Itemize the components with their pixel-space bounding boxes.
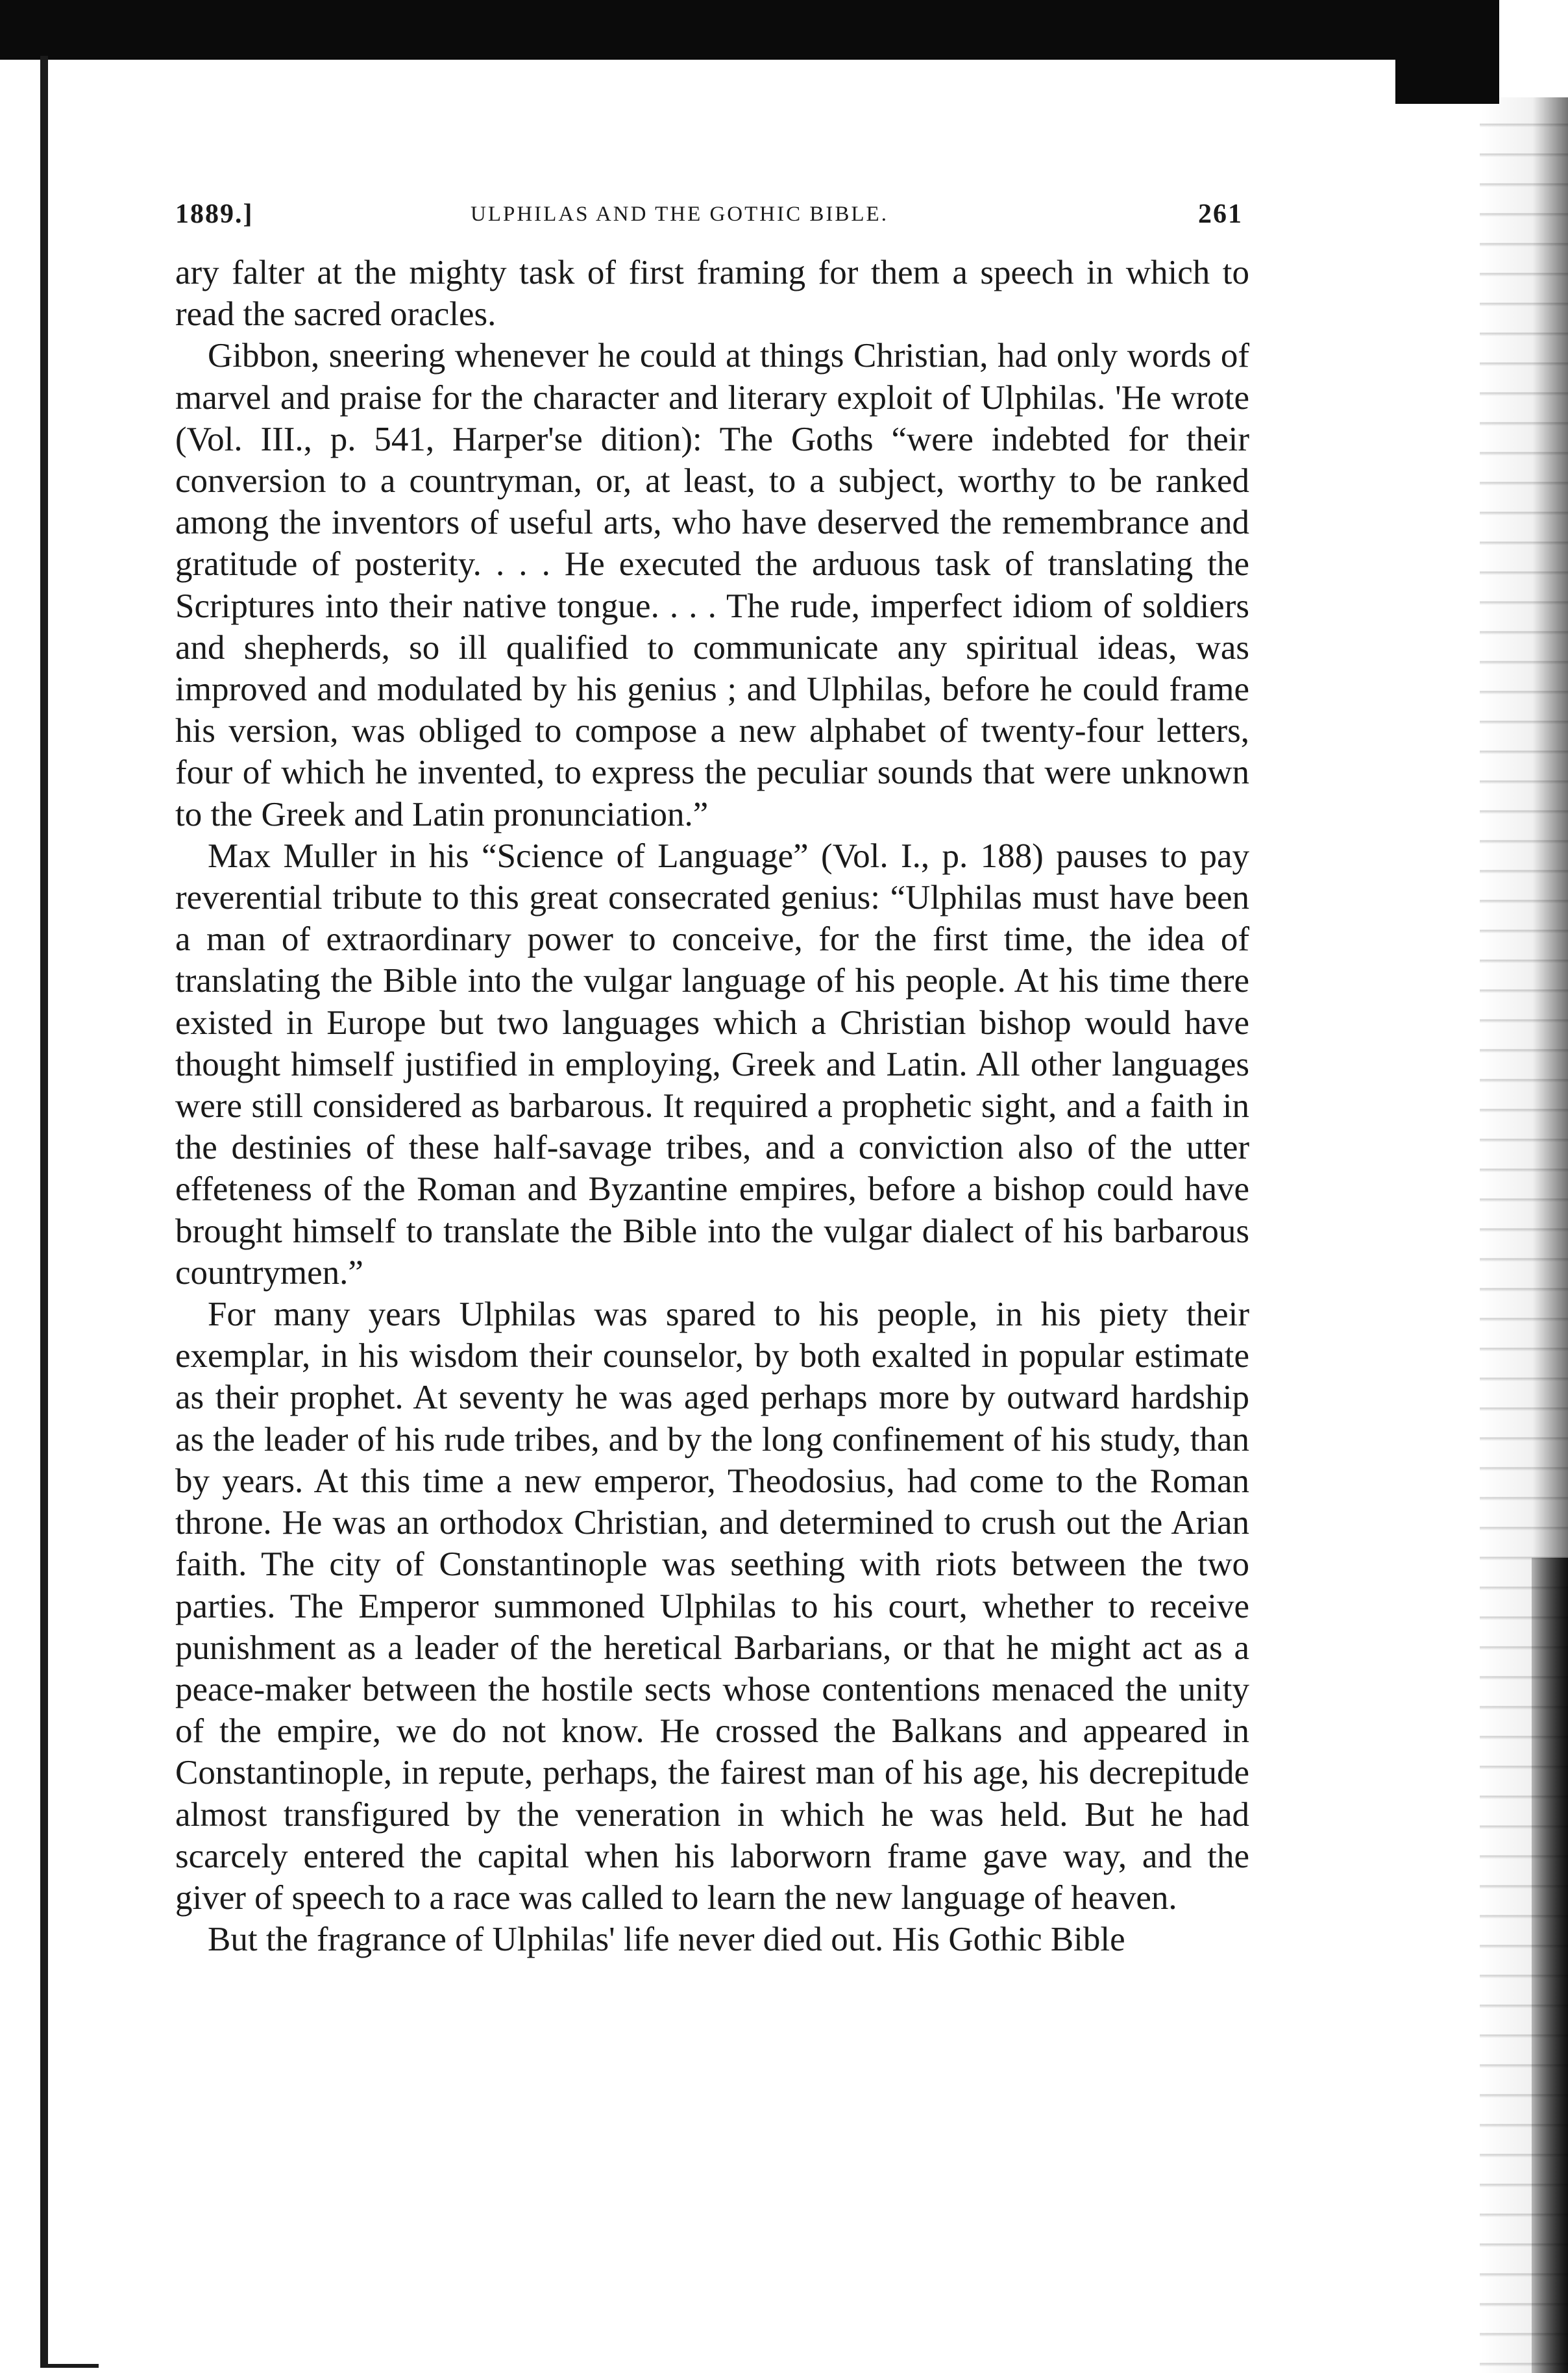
running-head-year: 1889.]: [175, 199, 254, 229]
body-text: [175, 252, 1249, 1960]
scan-left-edge: [40, 56, 48, 2367]
scan-bottom-mark: [40, 2364, 99, 2368]
paragraph-final-years: For many years Ulphilas was spared to his people, in his piety their exemplar, in his wisdom their counselor, by both exalted in popular estimate as their prophet. At seventy he was aged perhaps more by outward hardship as the leader of his rude tribes, and by the long confinement of his study, than by years. At this time a new emperor, Theodosius, had come to the Roman throne. He was an orthodox Christian, and determined to crush out the Arian faith. The city of Constantinople was seething with riots between the two parties. The Emperor summoned Ulphilas to his court, whether to receive punishment as a leader of the heretical Barbarians, or that he might act as a peace-maker between the hostile sects whose contentions menaced the unity of the empire, we do not know. He crossed the Balkans and appeared in Constantinople, in repute, perhaps, the fairest man of his age, his decrepitude almost transfigured by the veneration in which he was held. But he had scarcely entered the capital when his laborworn frame gave way, and the giver of speech to a race was called to learn the new language of heaven.: [175, 1296, 1249, 1917]
running-head: [175, 195, 1249, 234]
paragraph-continued: ary falter at the mighty task of first framing for them a speech in which to read the sacred oracles.: [175, 254, 1249, 334]
page-number: 261: [1198, 199, 1243, 229]
paragraph-legacy: But the fragrance of Ulphilas' life never died out. His Gothic Bible: [208, 1921, 1125, 1959]
running-head-title: ULPHILAS AND THE GOTHIC BIBLE.: [471, 203, 888, 226]
scan-right-edge-shadow: [1532, 1558, 1568, 2373]
paragraph-max-muller: Max Muller in his “Science of Language” (Vol. I., p. 188) pauses to pay reverential tribute to this great consecrated genius: “Ulphilas must have been a man of extraordinary power to conceive, for the first time, the idea of translating the Bible into the vulgar language of his people. At his time there existed in Europe but two languages which a Christian bishop would have thought himself justified in employing, Greek and Latin. All other languages were still considered as barbarous. It required a prophetic sight, and a faith in the destinies of these half-savage tribes, and a conviction also of the utter effeteness of the Roman and Byzantine empires, before a bishop could have brought himself to translate the Bible into the vulgar dialect of his barbarous countrymen.”: [175, 837, 1249, 1292]
document-page: [175, 195, 1249, 1960]
paragraph-gibbon: Gibbon, sneering whenever he could at things Christian, had only words of marvel and praise for the character and literary exploit of Ulphilas. 'He wrote (Vol. III., p. 541, Harper'se dition): The Goths “were indebted for their conversion to a countryman, or, at least, to a subject, worthy to be ranked among the inventors of useful arts, who have deserved the remembrance and gratitude of posterity. . . . He executed the arduous task of translating the Scriptures into their native tongue. . . . The rude, imperfect idiom of soldiers and shepherds, so ill qualified to communicate any spiritual ideas, was improved and modulated by his genius ; and Ulphilas, before he could frame his version, was obliged to compose a new alphabet of twenty-four letters, four of which he invented, to express the peculiar sounds that were unknown to the Greek and Latin pronunciation.”: [175, 337, 1249, 833]
scan-top-edge: [0, 0, 1499, 60]
scan-top-corner: [1395, 0, 1499, 104]
